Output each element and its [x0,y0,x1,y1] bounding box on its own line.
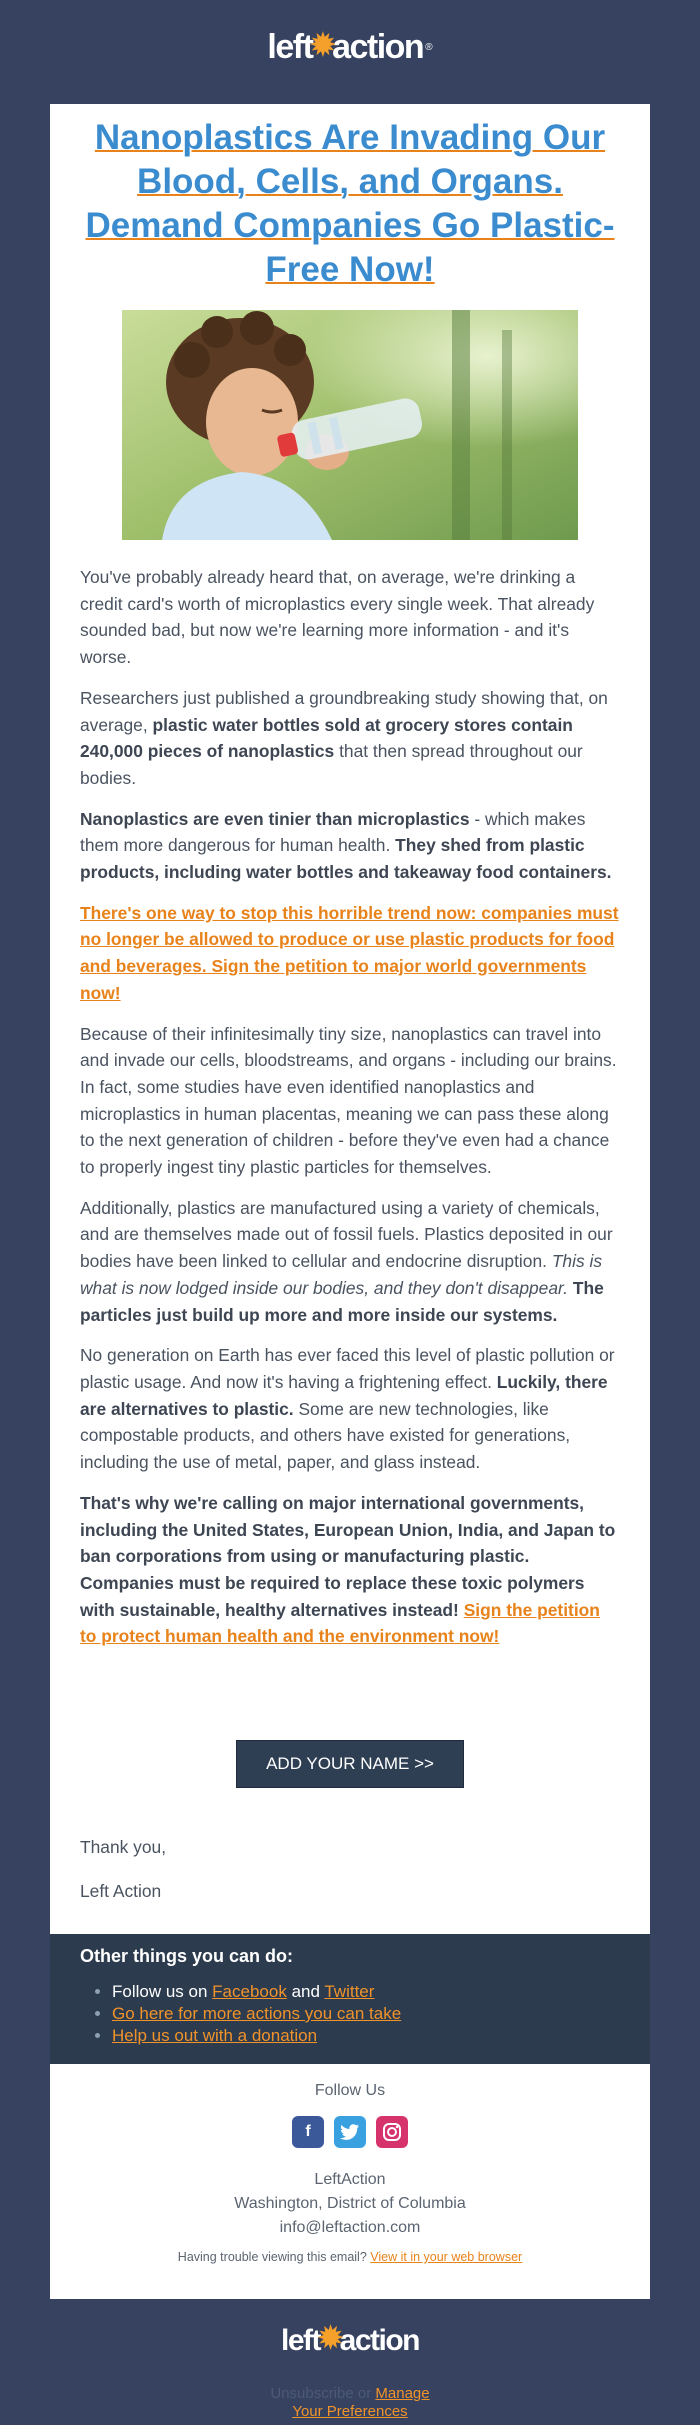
petition-link[interactable]: Sign the petition to protect human health and the environment now! [80,1599,600,1647]
paragraph: Additionally, plastics are manufactured using a variety of chemicals, and are themselves made out of fossil fuels. Plastics deposited in our bodies have been linked to cellular and endocrine disruption. This is what is now lodged inside our bodies, and they don't disappear. The particles just build up more and more inside our systems. [80,1197,613,1325]
paragraph: That's why we're calling on major international governments, including the United States, European Union, India, and Japan to ban corporations from using or manufacturing plastic. Companies must be required to replace these toxic polymers with sustainable, healthy alternatives instead! Sign the petition to protect human health and the environment now! [80,1492,616,1647]
trouble-viewing: Having trouble viewing this email? View it in your web browser [177,2250,523,2264]
list-item [112,2025,620,2047]
paragraph: Nanoplastics are even tinier than microplastics - which makes them more dangerous for human health. They shed from plastic products, including water bottles and takeaway food containers. [80,808,612,883]
view-in-browser-link[interactable]: View it in your web browser [370,2250,523,2264]
unsubscribe-text[interactable]: Unsubscribe or [270,2385,376,2402]
body-text [80,564,620,1664]
signature: Left Action [80,1881,162,1901]
logo-right-text: action [339,2323,419,2357]
preferences-link[interactable]: Your Preferences [292,2403,408,2420]
org-name: LeftAction [314,2171,386,2188]
headline-link[interactable]: Nanoplastics Are Invading Our Blood, Cells, and Organs. Demand Companies Go Plastic-Free Now! [85,118,615,289]
hero-image [122,310,578,540]
list-item: • Follow us on Facebook and Twitter [112,1981,620,2003]
paragraph: You've probably already heard that, on average, we're drinking a credit card's worth of microplastics every single week. That already sounded bad, but now we're learning more information - and it's worse. [80,567,595,668]
headline [70,116,630,292]
paragraph [80,900,620,1007]
facebook-link[interactable]: Facebook [212,1982,287,2001]
org-email: info@leftaction.com [279,2219,421,2236]
facebook-icon[interactable]: f [292,2116,324,2148]
logo-left-text: left [281,2323,320,2357]
manage-link[interactable]: Manage [375,2385,430,2402]
petition-link[interactable]: There's one way to stop this horrible trend now: companies must no longer be allowed to produce or use plastic products for food and beverages. Sign the petition to major world governments now! [80,902,619,1003]
footer [50,2064,650,2299]
donation-link[interactable]: Help us out with a donation [112,2026,318,2045]
email-card [50,104,650,1934]
paragraph: No generation on Earth has ever faced this level of plastic pollution or plastic usage. And now it's having a frightening effect. Luckily, there are alternatives to plastic. Some are new technologies, like compostable products, and others have existed for generations, including the use of metal, paper, and glass instead. [80,1345,615,1473]
top-logo[interactable] [0,28,700,67]
org-info [50,2168,650,2240]
bottom-logo[interactable] [0,2323,700,2358]
list-item [112,2003,620,2025]
unsubscribe-line [0,2385,700,2421]
instagram-icon[interactable] [376,2116,408,2148]
registered-mark: ® [425,42,433,53]
follow-us-label: Follow Us [314,2082,386,2099]
thanks-text: Thank you, [80,1837,167,1857]
other-actions-heading: Other things you can do: [80,1946,294,1966]
twitter-icon[interactable] [334,2116,366,2148]
org-location: Washington, District of Columbia [234,2195,466,2212]
social-icons [50,2116,650,2148]
more-actions-link[interactable]: Go here for more actions you can take [112,2004,402,2023]
child-drinking-water-image [122,310,578,540]
paragraph: Because of their infinitesimally tiny size, nanoplastics can travel into and invade our cells, bloodstreams, and organs - including our brains. In fact, some studies have even identified nanoplastics and microplastics in human placentas, meaning we can pass these along to the next generation of children - before they've even had a chance to properly ingest tiny plastic particles for themselves. [80,1023,617,1178]
other-actions-section [50,1934,650,2064]
logo-left-text: left [267,28,313,66]
logo-right-text: action [332,28,424,66]
starburst-icon: ✹ [318,2322,342,2355]
twitter-link[interactable]: Twitter [324,1982,375,2001]
signoff [80,1834,166,1922]
starburst-icon: ✹ [310,29,335,62]
paragraph: Researchers just published a groundbreaking study showing that, on average, plastic water bottles sold at grocery stores contain 240,000 pieces of nanoplastics that then spread throughout our bodies. [80,687,608,788]
add-your-name-button[interactable]: ADD YOUR NAME >> [236,1740,464,1788]
